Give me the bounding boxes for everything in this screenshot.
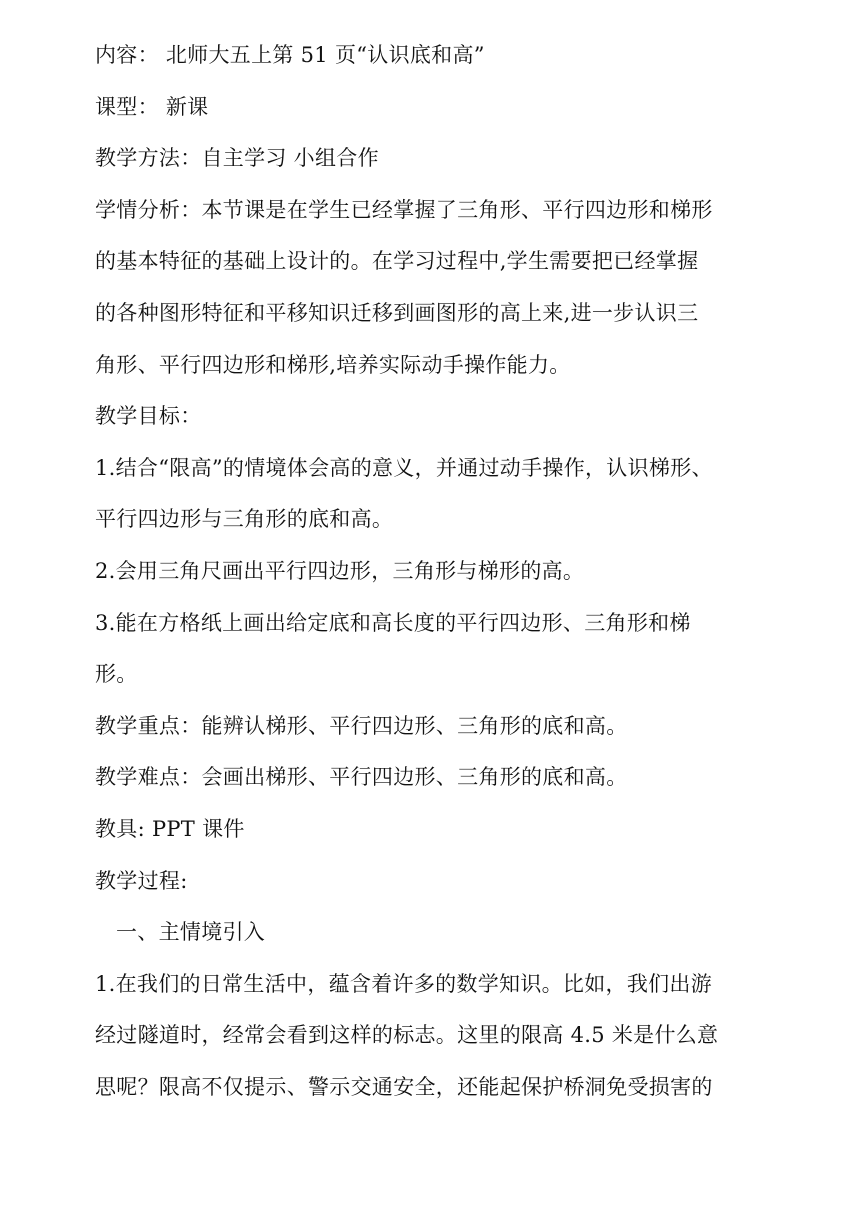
lesson-type-line: 课型： 新课 bbox=[95, 94, 209, 119]
goal-1-line-2: 平行四边形与三角形的底和高。 bbox=[95, 507, 394, 532]
content-line: 内容： 北师大五上第 51 页“认识底和高” bbox=[95, 43, 485, 67]
section-1-heading: 一、主情境引入 bbox=[116, 920, 266, 945]
paragraph-line-3: 思呢？限高不仅提示、警示交通安全，还能起保护桥洞免受损害的 bbox=[95, 1074, 713, 1099]
key-points-line: 教学重点：能辨认梯形、平行四边形、三角形的底和高。 bbox=[95, 713, 628, 738]
teaching-aids-line: 教具: PPT 课件 bbox=[95, 816, 245, 841]
learning-analysis-line-1: 学情分析：本节课是在学生已经掌握了三角形、平行四边形和梯形 bbox=[95, 197, 713, 222]
paragraph-line-1: 1.在我们的日常生活中，蕴含着许多的数学知识。比如，我们出游 bbox=[95, 971, 713, 996]
teaching-goals-heading: 教学目标： bbox=[95, 404, 202, 429]
goal-1-line-1: 1.结合“限高”的情境体会高的意义，并通过动手操作，认识梯形、 bbox=[95, 455, 713, 480]
difficult-points-line: 教学难点：会画出梯形、平行四边形、三角形的底和高。 bbox=[95, 765, 628, 790]
teaching-process-heading: 教学过程: bbox=[95, 868, 188, 893]
learning-analysis-line-3: 的各种图形特征和平移知识迁移到画图形的高上来,进一步认识三 bbox=[95, 300, 699, 325]
learning-analysis-line-4: 角形、平行四边形和梯形,培养实际动手操作能力。 bbox=[95, 352, 571, 377]
goal-3-line-1: 3.能在方格纸上画出给定底和高长度的平行四边形、三角形和梯 bbox=[95, 610, 691, 635]
goal-3-line-2: 形。 bbox=[95, 662, 138, 687]
goal-2-line: 2.会用三角尺画出平行四边形，三角形与梯形的高。 bbox=[95, 558, 585, 583]
document-page bbox=[95, 30, 775, 1113]
paragraph-line-2: 经过隧道时，经常会看到这样的标志。这里的限高 4.5 米是什么意 bbox=[95, 1023, 719, 1048]
teaching-method-line: 教学方法：自主学习 小组合作 bbox=[95, 146, 379, 171]
learning-analysis-line-2: 的基本特征的基础上设计的。在学习过程中,学生需要把已经掌握 bbox=[95, 249, 699, 274]
